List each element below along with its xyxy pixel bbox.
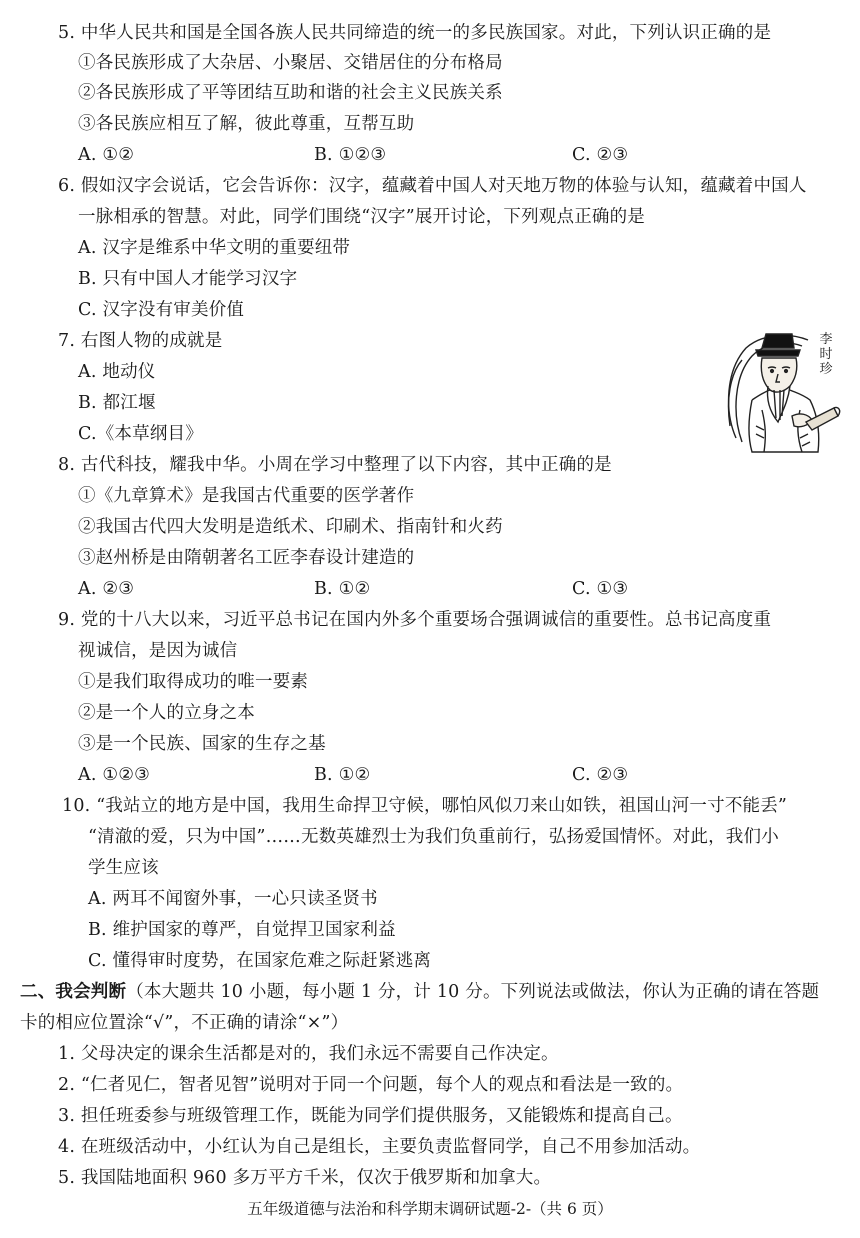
q9-option-c: C. ②③ — [572, 765, 629, 785]
q9-option-a: A. ①②③ — [78, 765, 151, 785]
q6-stem-line-1: 6. 假如汉字会说话，它会告诉你：汉字，蕴藏着中国人对天地万物的体验与认知，蕴藏着中国人 — [58, 176, 807, 196]
q10-option-a: A. 两耳不闻窗外事，一心只读圣贤书 — [88, 889, 378, 909]
judge-item: 5. 我国陆地面积 960 多万平方千米，仅次于俄罗斯和加拿大。 — [58, 1168, 552, 1188]
q7-option-c: C.《本草纲目》 — [78, 424, 203, 444]
q9-stem-line-2: 视诚信，是因为诚信 — [78, 641, 238, 661]
q8-stem: 8. 古代科技，耀我中华。小周在学习中整理了以下内容，其中正确的是 — [58, 455, 612, 475]
portrait-caption: 李时珍 — [819, 332, 833, 377]
q7-option-b: B. 都江堰 — [78, 393, 156, 413]
q6-option-b: B. 只有中国人才能学习汉字 — [78, 269, 298, 289]
q8-statement-2: ②我国古代四大发明是造纸术、印刷术、指南针和火药 — [78, 517, 503, 537]
page-footer: 五年级道德与法治和科学期末调研试题-2-（共 6 页） — [247, 1200, 613, 1218]
q9-statement-1: ①是我们取得成功的唯一要素 — [78, 672, 309, 692]
q5-option-c: C. ②③ — [572, 145, 629, 165]
judge-item: 1. 父母决定的课余生活都是对的，我们永远不需要自己作决定。 — [58, 1044, 559, 1064]
section-2-desc-line-2: 卡的相应位置涂“√”，不正确的请涂“×”） — [20, 1013, 349, 1033]
q5-option-a: A. ①② — [78, 145, 135, 165]
q6-stem-line-2: 一脉相承的智慧。对此，同学们围绕“汉字”展开讨论，下列观点正确的是 — [78, 207, 645, 227]
judge-item: 2. “仁者见仁，智者见智”说明对于同一个问题，每个人的观点和看法是一致的。 — [58, 1075, 684, 1095]
section-2-title: 二、我会判断 — [20, 982, 127, 1002]
q5-statement-3: ③各民族应相互了解，彼此尊重，互帮互助 — [78, 114, 415, 134]
q6-option-c: C. 汉字没有审美价值 — [78, 300, 245, 320]
section-2-desc-line-1: （本大题共 10 小题，每小题 1 分，计 10 分。下列说法或做法，你认为正确的请在答题 — [126, 982, 820, 1002]
q10-stem-line-1: 10. “我站立的地方是中国，我用生命捍卫守候，哪怕风似刀来山如铁，祖国山河一寸不能丢” — [62, 796, 788, 816]
q10-option-b: B. 维护国家的尊严，自觉捍卫国家利益 — [88, 920, 396, 940]
q6-option-a: A. 汉字是维系中华文明的重要纽带 — [78, 238, 351, 258]
q5-statement-1: ①各民族形成了大杂居、小聚居、交错居住的分布格局 — [78, 53, 503, 73]
q10-option-c: C. 懂得审时度势，在国家危难之际赶紧逃离 — [88, 951, 432, 971]
q7-option-a: A. 地动仪 — [78, 362, 156, 382]
q5-statement-2: ②各民族形成了平等团结互助和谐的社会主义民族关系 — [78, 83, 503, 103]
q5-option-b: B. ①②③ — [314, 145, 387, 165]
q8-option-a: A. ②③ — [78, 579, 135, 599]
judge-item: 3. 担任班委参与班级管理工作，既能为同学们提供服务，又能锻炼和提高自己。 — [58, 1106, 683, 1126]
q9-option-b: B. ①② — [314, 765, 371, 785]
q5-stem: 5. 中华人民共和国是全国各族人民共同缔造的统一的多民族国家。对此，下列认识正确的是 — [58, 23, 772, 43]
q9-statement-3: ③是一个民族、国家的生存之基 — [78, 734, 326, 754]
q9-statement-2: ②是一个人的立身之本 — [78, 703, 255, 723]
q10-stem-line-2: “清澈的爱，只为中国”……无数英雄烈士为我们负重前行，弘扬爱国情怀。对此，我们小 — [88, 827, 779, 847]
q10-stem-line-3: 学生应该 — [88, 858, 159, 878]
section-2-heading — [20, 979, 819, 1005]
q7-stem: 7. 右图人物的成就是 — [58, 331, 223, 351]
q8-option-c: C. ①③ — [572, 579, 629, 599]
q8-option-b: B. ①② — [314, 579, 371, 599]
q8-statement-3: ③赵州桥是由隋朝著名工匠李春设计建造的 — [78, 548, 415, 568]
judge-item: 4. 在班级活动中，小红认为自己是组长，主要负责监督同学，自己不用参加活动。 — [58, 1137, 701, 1157]
q8-statement-1: ①《九章算术》是我国古代重要的医学著作 — [78, 486, 415, 506]
q9-stem-line-1: 9. 党的十八大以来，习近平总书记在国内外多个重要场合强调诚信的重要性。总书记高度重 — [58, 610, 772, 630]
